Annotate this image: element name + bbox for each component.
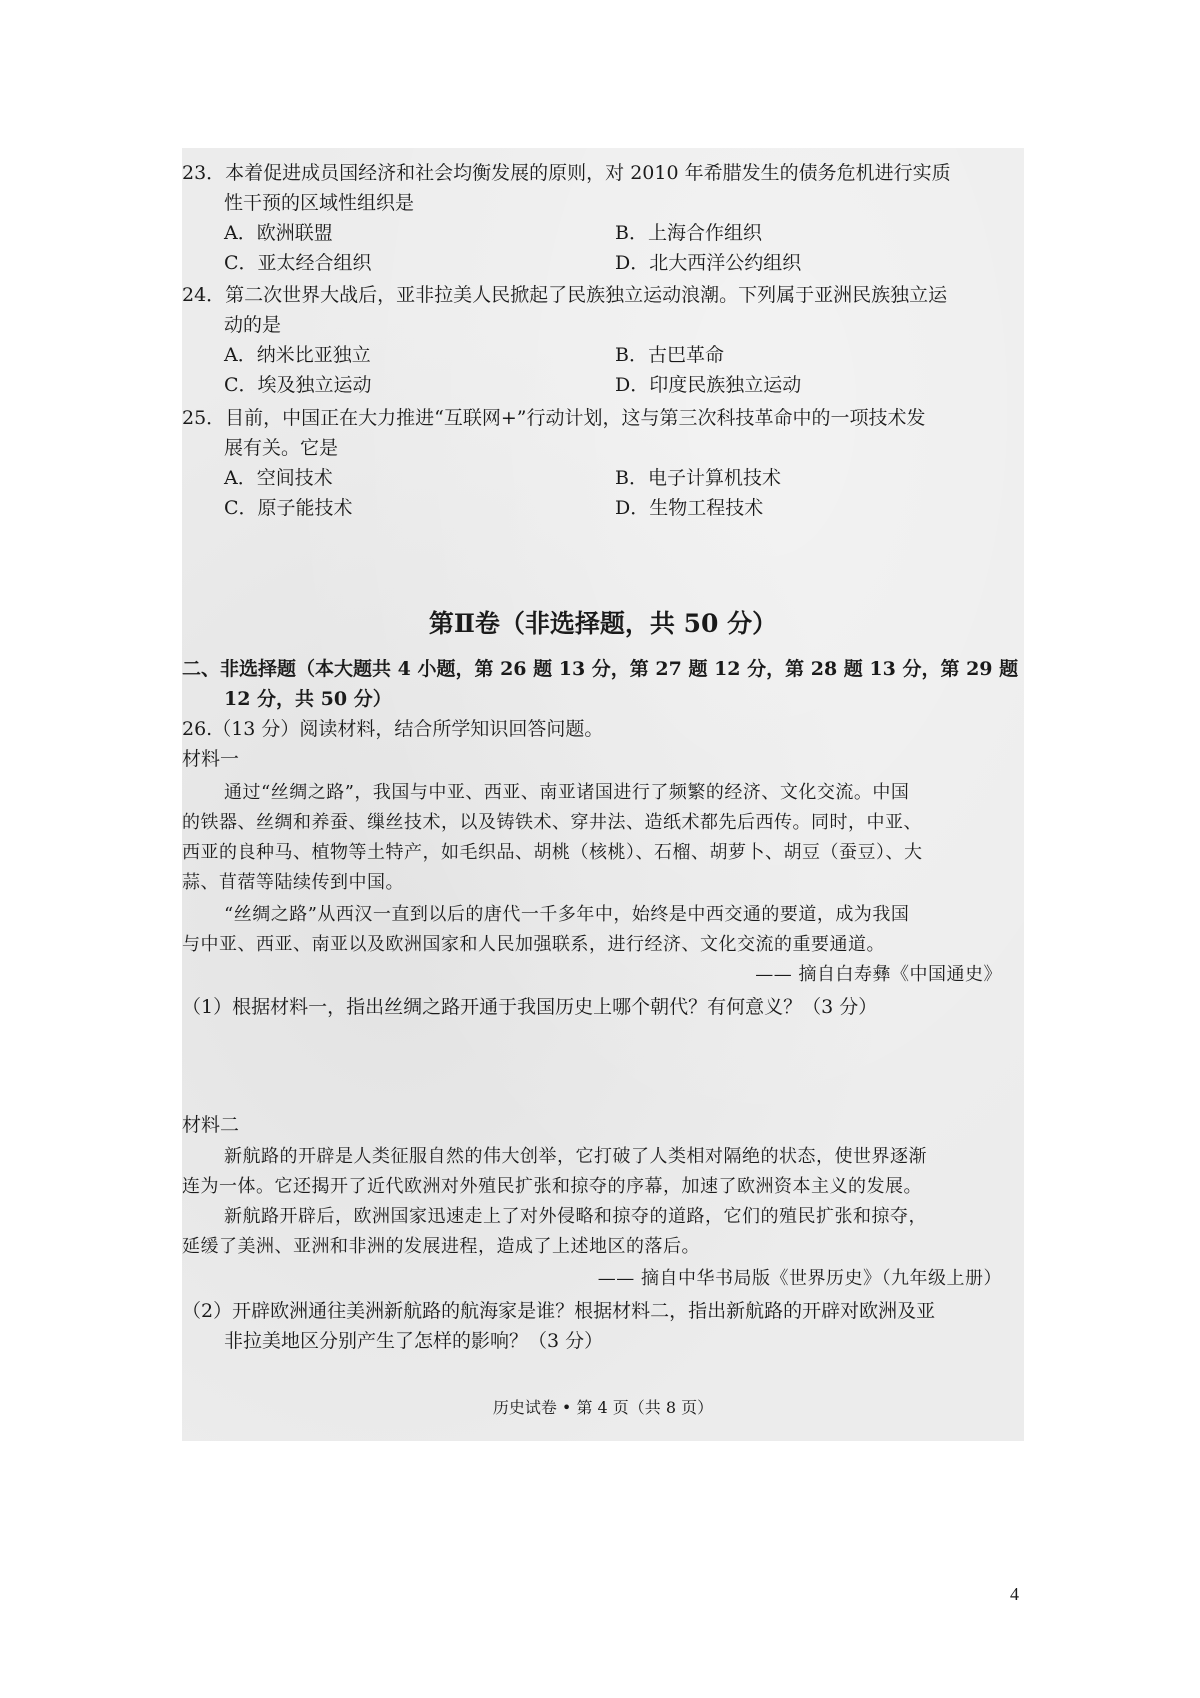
q23-stem-line1: 23．本着促进成员国经济和社会均衡发展的原则，对 2010 年希腊发生的债务危机进行实质	[182, 162, 951, 184]
material2-source: —— 摘自中华书局版《世界历史》（九年级上册）	[597, 1268, 1002, 1289]
q23-option-a: A．欧洲联盟	[224, 222, 333, 244]
part2-heading-line2: 12 分，共 50 分）	[224, 688, 392, 710]
q23-option-c: C．亚太经合组织	[224, 252, 372, 274]
q25-option-d: D．生物工程技术	[615, 497, 764, 519]
scanned-exam-page	[182, 148, 1024, 1441]
material1-line: 的铁器、丝绸和养蚕、缫丝技术，以及铸铁术、穿井法、造纸术都先后西传。同时，中亚、	[182, 812, 922, 833]
q24-option-c: C．埃及独立运动	[224, 374, 372, 396]
part2-heading-line1: 二、非选择题（本大题共 4 小题，第 26 题 13 分，第 27 题 12 分，第 28 题 13 分，第 29 题	[182, 658, 1019, 680]
q25-stem-line2: 展有关。它是	[224, 437, 339, 459]
q24-option-a: A．纳米比亚独立	[224, 344, 371, 366]
q24-option-d: D．印度民族独立运动	[615, 374, 802, 396]
material1-label: 材料一	[182, 748, 240, 770]
material1-source: —— 摘自白寿彝《中国通史》	[755, 964, 1002, 985]
material2-label: 材料二	[182, 1114, 240, 1136]
q23-option-d: D．北大西洋公约组织	[615, 252, 802, 274]
page-number: 4	[1010, 1584, 1019, 1604]
material1-line: 蒜、苜蓿等陆续传到中国。	[182, 872, 404, 893]
material2-line: 新航路的开辟是人类征服自然的伟大创举，它打破了人类相对隔绝的状态，使世界逐渐	[224, 1146, 927, 1167]
part2-title: 第Ⅱ卷（非选择题，共 50 分）	[428, 609, 778, 638]
q25-option-c: C．原子能技术	[224, 497, 353, 519]
sub-question-2-line1: （2）开辟欧洲通往美洲新航路的航海家是谁？根据材料二，指出新航路的开辟对欧洲及亚	[182, 1300, 936, 1322]
material2-line: 连为一体。它还揭开了近代欧洲对外殖民扩张和掠夺的序幕，加速了欧洲资本主义的发展。	[182, 1176, 922, 1197]
sub-question-2-line2: 非拉美地区分别产生了怎样的影响？（3 分）	[224, 1330, 604, 1352]
q23-option-b: B．上海合作组织	[615, 222, 762, 244]
material2-line: 延缓了美洲、亚洲和非洲的发展进程，造成了上述地区的落后。	[182, 1236, 700, 1257]
q24-stem-line2: 动的是	[224, 314, 282, 336]
sub-question-1: （1）根据材料一，指出丝绸之路开通于我国历史上哪个朝代？有何意义？（3 分）	[182, 996, 878, 1018]
q24-option-b: B．古巴革命	[615, 344, 724, 366]
q23-stem-line2: 性干预的区域性组织是	[224, 192, 415, 214]
material1-line: “丝绸之路”从西汉一直到以后的唐代一千多年中，始终是中西交通的要道，成为我国	[224, 904, 910, 925]
material1-line: 西亚的良种马、植物等土特产，如毛织品、胡桃（核桃）、石榴、胡萝卜、胡豆（蚕豆）、大	[182, 842, 923, 863]
page-footer: 历史试卷 • 第 4 页（共 8 页）	[492, 1398, 714, 1417]
q25-stem-line1: 25．目前，中国正在大力推进“互联网+”行动计划，这与第三次科技革命中的一项技术发	[182, 407, 926, 429]
q24-stem-line1: 24．第二次世界大战后，亚非拉美人民掀起了民族独立运动浪潮。下列属于亚洲民族独立运	[182, 284, 948, 306]
q25-option-b: B．电子计算机技术	[615, 467, 781, 489]
q26-intro: 26.（13 分）阅读材料，结合所学知识回答问题。	[182, 718, 604, 740]
material1-line: 通过“丝绸之路”，我国与中亚、西亚、南亚诸国进行了频繁的经济、文化交流。中国	[224, 782, 910, 803]
q25-option-a: A．空间技术	[224, 467, 333, 489]
material1-line: 与中亚、西亚、南亚以及欧洲国家和人民加强联系，进行经济、文化交流的重要通道。	[182, 934, 885, 955]
material2-line: 新航路开辟后，欧洲国家迅速走上了对外侵略和掠夺的道路，它们的殖民扩张和掠夺，	[224, 1206, 927, 1227]
